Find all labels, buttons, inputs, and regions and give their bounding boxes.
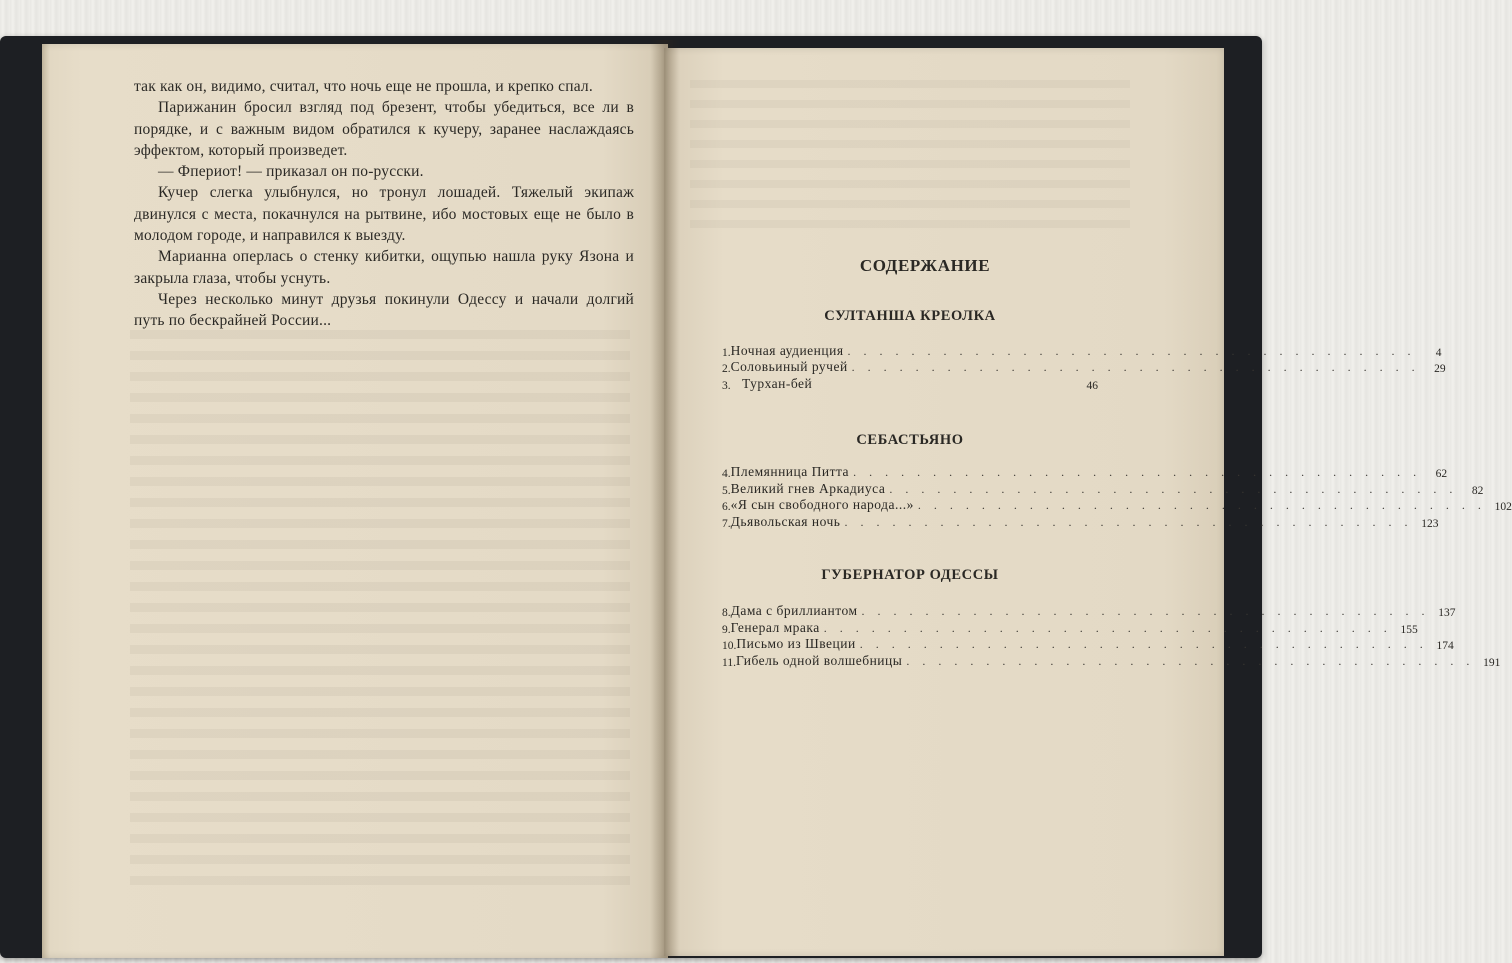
item-number: 4. xyxy=(722,468,731,480)
item-page: 29 xyxy=(1434,363,1446,375)
item-page: 46 xyxy=(1086,379,1098,392)
paragraph: Через несколько минут друзья покинули Одессу и начали долгий путь по бескрайней России... xyxy=(134,290,634,330)
item-number: 2. xyxy=(722,363,731,375)
item-number: 3. xyxy=(722,379,731,392)
section-title: ГУБЕРНАТОР ОДЕССЫ xyxy=(821,566,999,583)
item-number: 9. xyxy=(722,623,731,636)
leader-dots: . . . . . . . . . . . . . . . . . . . . . . . . . . . . . . . . . . . . xyxy=(851,360,1420,374)
leader-dots: . . . . . . . . . . . . . . . . . . . . . . . . . . . . . . . . . . . . xyxy=(847,343,1416,358)
paragraph: — Фпериот! — приказал он по-русски. xyxy=(158,163,424,181)
item-number: 7. xyxy=(722,517,731,530)
item-page: 174 xyxy=(1436,640,1454,652)
section-list xyxy=(722,603,1501,669)
item-page: 4 xyxy=(1435,346,1442,359)
toc-item xyxy=(722,619,1418,636)
item-page: 62 xyxy=(1435,468,1448,480)
toc-item xyxy=(722,480,1484,497)
leader-dots: . . . . . . . . . . . . . . . . . . . . . . . . . . . . . . . . . . . . xyxy=(861,604,1430,618)
item-page: 191 xyxy=(1483,656,1501,669)
toc-item xyxy=(722,652,1501,669)
table-of-contents xyxy=(722,256,1512,669)
item-page: 137 xyxy=(1438,607,1456,619)
leader-dots: . . . . . . . . . . . . . . . . . . . . . . . . . . . . . . . . . . . . xyxy=(917,498,1486,512)
toc-item xyxy=(722,464,1448,481)
leader-dots: . . . . . . . . . . . . . . . . . . . . . . . . . . . . . . . . . . . . xyxy=(906,653,1475,668)
item-page: 155 xyxy=(1400,623,1418,636)
item-page: 123 xyxy=(1421,517,1439,530)
item-title: Ночная аудиенция xyxy=(730,342,844,358)
show-through-texture-right xyxy=(690,80,1130,240)
leader-dots: . . . . . . . . . . . . . . . . . . . . . . . . . . . . . . . . . . . . xyxy=(889,481,1458,496)
item-title: Генерал мрака xyxy=(730,619,820,635)
section-list xyxy=(722,464,1512,530)
item-title: Турхан-бей xyxy=(742,375,813,391)
item-number: 11. xyxy=(722,656,736,669)
section-title: СУЛТАНША КРЕОЛКА xyxy=(824,308,996,324)
item-title: Письмо из Швеции xyxy=(736,636,856,651)
show-through-texture xyxy=(130,330,630,890)
toc-title: СОДЕРЖАНИЕ xyxy=(859,256,991,275)
paragraph: Парижанин бросил взгляд под брезент, чтобы убедиться, все ли в порядке, и с важным видом обратился к кучеру, заранее наслаждаясь эффектом, который произведет. xyxy=(134,99,634,159)
leader-dots: . . . . . . . . . . . . . . . . . . . . . . . . . . . . . . . . . . . . xyxy=(823,620,1392,635)
item-title: Гибель одной волшебницы xyxy=(735,652,903,668)
toc-item xyxy=(722,603,1456,620)
item-number: 6. xyxy=(722,501,731,513)
item-title: Великий гнев Аркадиуса xyxy=(730,480,886,496)
item-title: Дама с бриллиантом xyxy=(730,603,858,618)
item-title: Дьявольская ночь xyxy=(730,513,841,529)
toc-item xyxy=(722,342,1442,359)
toc-item xyxy=(722,513,1439,530)
toc-item xyxy=(722,636,1454,653)
item-number: 5. xyxy=(722,484,731,497)
paragraph: Кучер слегка улыбнулся, но тронул лошадей. Тяжелый экипаж двинулся с места, покачнулся на рытвине, ибо мостовых еще не было в молодом городе, и направился к выезду. xyxy=(134,184,634,245)
item-number: 1. xyxy=(722,346,731,359)
item-page: 102 xyxy=(1494,501,1512,513)
section-title: СЕБАСТЬЯНО xyxy=(856,431,964,448)
body-text xyxy=(134,76,634,332)
book-gutter xyxy=(650,40,680,958)
paragraph: Марианна оперлась о стенку кибитки, ощупью нашла руку Язона и закрыла глаза, чтобы уснуть. xyxy=(134,248,634,287)
leader-dots: . . . . . . . . . . . . . . . . . . . . . . . . . . . . . . . . . . . . xyxy=(853,465,1422,479)
paragraph: так как он, видимо, считал, что ночь еще не прошла, и крепко спал. xyxy=(134,78,593,95)
item-page: 82 xyxy=(1471,484,1484,497)
item-number: 8. xyxy=(722,607,731,619)
item-title: «Я сын свободного народа...» xyxy=(730,497,914,512)
item-number: 10. xyxy=(722,640,737,652)
toc-item xyxy=(722,497,1512,514)
toc-item xyxy=(722,359,1446,376)
item-title: Соловьиный ручей xyxy=(730,359,848,374)
leader-dots: . . . . . . . . . . . . . . . . . . . . . . . . . . . . . . . . . . . . xyxy=(859,637,1428,651)
toc-item xyxy=(722,375,1098,392)
section-list xyxy=(722,342,1446,392)
leader-dots: . . . . . . . . . . . . . . . . . . . . . . . . . . . . . . . . . . . . xyxy=(844,514,1413,529)
item-title: Племянница Питта xyxy=(730,464,850,479)
